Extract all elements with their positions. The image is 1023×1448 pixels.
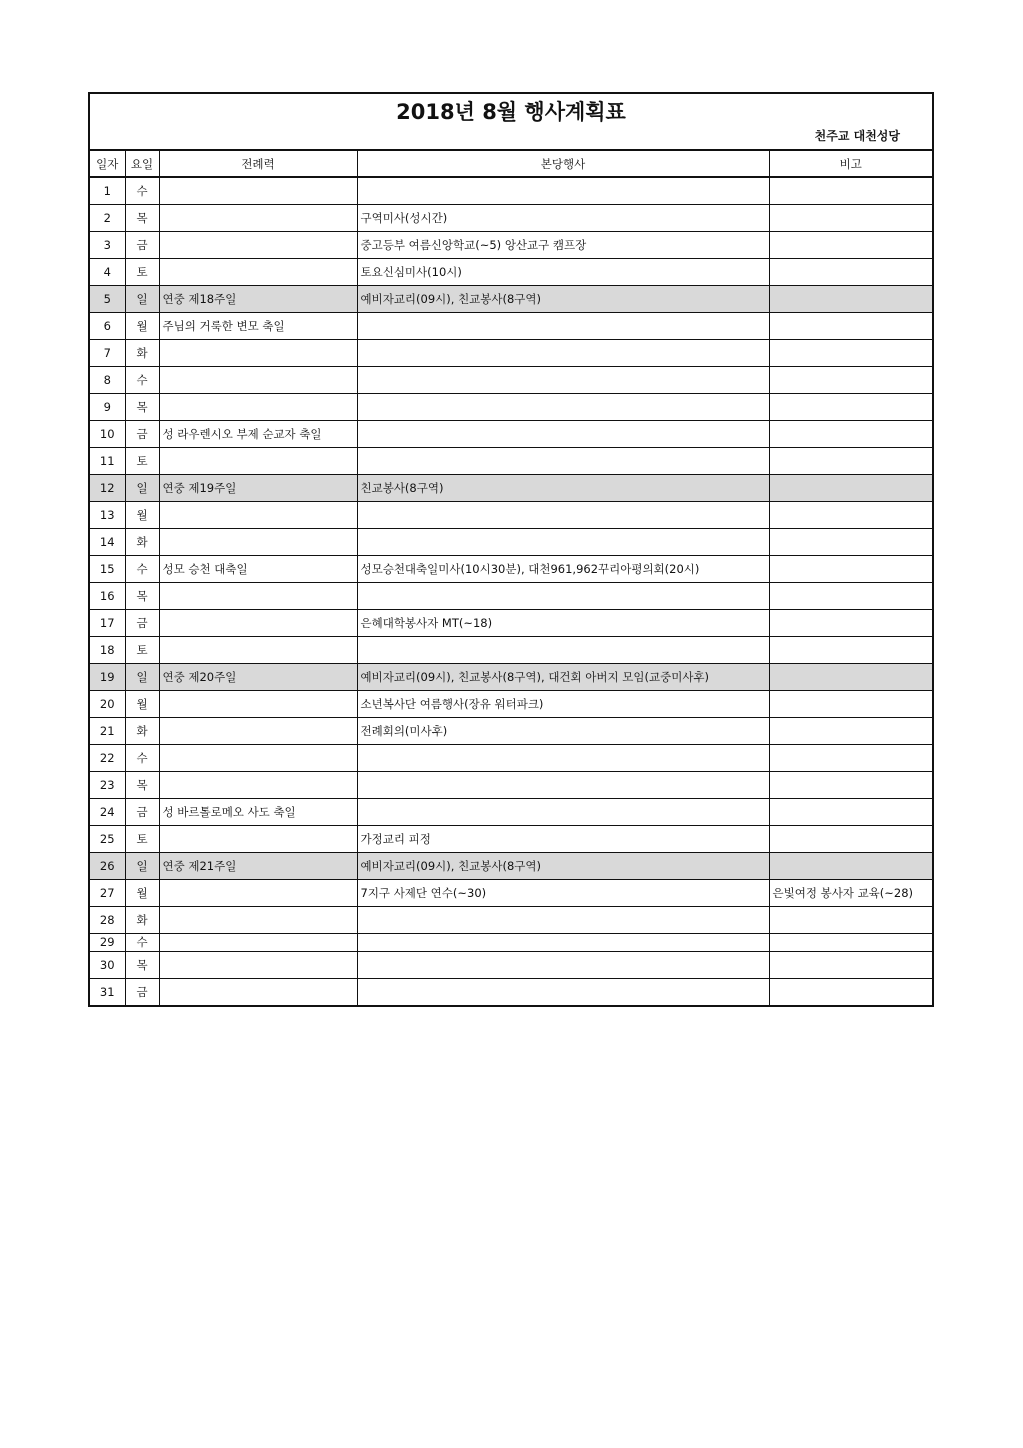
table-row [90, 825, 932, 852]
note-cell [769, 951, 932, 978]
table-row [90, 744, 932, 771]
event-cell [357, 636, 769, 663]
note-cell: 은빛여정 봉사자 교육(~28) [769, 879, 932, 906]
weekday-cell: 화 [125, 528, 159, 555]
event-cell: 은혜대학봉사자 MT(~18) [357, 609, 769, 636]
header-weekday: 요일 [125, 151, 159, 177]
weekday-cell: 화 [125, 906, 159, 933]
liturgy-cell: 연중 제20주일 [159, 663, 357, 690]
note-cell [769, 852, 932, 879]
day-cell: 24 [90, 798, 125, 825]
note-cell [769, 744, 932, 771]
day-cell: 16 [90, 582, 125, 609]
weekday-cell: 금 [125, 420, 159, 447]
note-cell [769, 474, 932, 501]
note-cell [769, 636, 932, 663]
day-cell: 3 [90, 231, 125, 258]
note-cell [769, 447, 932, 474]
weekday-cell: 일 [125, 852, 159, 879]
note-cell [769, 366, 932, 393]
liturgy-cell [159, 951, 357, 978]
day-cell: 25 [90, 825, 125, 852]
day-cell: 21 [90, 717, 125, 744]
day-cell: 5 [90, 285, 125, 312]
day-cell: 31 [90, 978, 125, 1005]
day-cell: 29 [90, 933, 125, 951]
table-body [90, 177, 932, 1005]
day-cell: 4 [90, 258, 125, 285]
day-cell: 1 [90, 177, 125, 204]
table-row [90, 204, 932, 231]
day-cell: 27 [90, 879, 125, 906]
liturgy-cell [159, 744, 357, 771]
event-cell [357, 582, 769, 609]
weekday-cell: 화 [125, 717, 159, 744]
liturgy-cell [159, 717, 357, 744]
day-cell: 22 [90, 744, 125, 771]
liturgy-cell [159, 690, 357, 717]
event-cell: 예비자교리(09시), 친교봉사(8구역) [357, 285, 769, 312]
event-cell [357, 798, 769, 825]
table-row [90, 528, 932, 555]
day-cell: 13 [90, 501, 125, 528]
table-row [90, 690, 932, 717]
weekday-cell: 수 [125, 366, 159, 393]
weekday-cell: 토 [125, 636, 159, 663]
liturgy-cell [159, 447, 357, 474]
liturgy-cell [159, 393, 357, 420]
weekday-cell: 일 [125, 285, 159, 312]
table-row [90, 717, 932, 744]
note-cell [769, 204, 932, 231]
table-row [90, 339, 932, 366]
weekday-cell: 금 [125, 231, 159, 258]
day-cell: 17 [90, 609, 125, 636]
event-plan-sheet [88, 92, 934, 1007]
event-cell: 예비자교리(09시), 친교봉사(8구역), 대건회 아버지 모임(교중미사후) [357, 663, 769, 690]
note-cell [769, 978, 932, 1005]
weekday-cell: 금 [125, 609, 159, 636]
liturgy-cell [159, 582, 357, 609]
note-cell [769, 555, 932, 582]
table-row [90, 312, 932, 339]
day-cell: 11 [90, 447, 125, 474]
event-cell [357, 339, 769, 366]
note-cell [769, 933, 932, 951]
event-cell [357, 501, 769, 528]
liturgy-cell [159, 339, 357, 366]
weekday-cell: 일 [125, 474, 159, 501]
note-cell [769, 393, 932, 420]
event-cell [357, 420, 769, 447]
note-cell [769, 798, 932, 825]
note-cell [769, 177, 932, 204]
note-cell [769, 501, 932, 528]
day-cell: 20 [90, 690, 125, 717]
weekday-cell: 목 [125, 582, 159, 609]
table-row [90, 393, 932, 420]
note-cell [769, 717, 932, 744]
weekday-cell: 목 [125, 204, 159, 231]
liturgy-cell [159, 231, 357, 258]
day-cell: 26 [90, 852, 125, 879]
weekday-cell: 일 [125, 663, 159, 690]
note-cell [769, 285, 932, 312]
title-block [90, 94, 932, 151]
liturgy-cell [159, 258, 357, 285]
table-row [90, 177, 932, 204]
event-cell: 구역미사(성시간) [357, 204, 769, 231]
day-cell: 7 [90, 339, 125, 366]
day-cell: 19 [90, 663, 125, 690]
liturgy-cell: 주님의 거룩한 변모 축일 [159, 312, 357, 339]
liturgy-cell: 연중 제19주일 [159, 474, 357, 501]
note-cell [769, 690, 932, 717]
weekday-cell: 월 [125, 312, 159, 339]
event-cell [357, 177, 769, 204]
note-cell [769, 582, 932, 609]
header-notes: 비고 [769, 151, 932, 177]
schedule-table [90, 151, 932, 1005]
liturgy-cell [159, 978, 357, 1005]
event-cell [357, 447, 769, 474]
weekday-cell: 목 [125, 771, 159, 798]
weekday-cell: 화 [125, 339, 159, 366]
liturgy-cell [159, 204, 357, 231]
note-cell [769, 312, 932, 339]
table-row [90, 609, 932, 636]
weekday-cell: 월 [125, 501, 159, 528]
day-cell: 10 [90, 420, 125, 447]
header-day: 일자 [90, 151, 125, 177]
weekday-cell: 수 [125, 933, 159, 951]
day-cell: 15 [90, 555, 125, 582]
event-cell [357, 933, 769, 951]
liturgy-cell [159, 609, 357, 636]
day-cell: 28 [90, 906, 125, 933]
liturgy-cell [159, 501, 357, 528]
table-row [90, 663, 932, 690]
weekday-cell: 토 [125, 258, 159, 285]
day-cell: 14 [90, 528, 125, 555]
event-cell [357, 744, 769, 771]
table-row [90, 474, 932, 501]
day-cell: 12 [90, 474, 125, 501]
event-cell: 소년복사단 여름행사(장유 워터파크) [357, 690, 769, 717]
liturgy-cell [159, 177, 357, 204]
event-cell [357, 978, 769, 1005]
note-cell [769, 771, 932, 798]
table-row [90, 366, 932, 393]
event-cell [357, 312, 769, 339]
table-row [90, 636, 932, 663]
table-row [90, 978, 932, 1005]
table-row [90, 582, 932, 609]
day-cell: 2 [90, 204, 125, 231]
weekday-cell: 월 [125, 690, 159, 717]
liturgy-cell [159, 528, 357, 555]
event-cell: 예비자교리(09시), 친교봉사(8구역) [357, 852, 769, 879]
table-row [90, 555, 932, 582]
weekday-cell: 목 [125, 393, 159, 420]
liturgy-cell [159, 636, 357, 663]
liturgy-cell [159, 906, 357, 933]
note-cell [769, 663, 932, 690]
note-cell [769, 258, 932, 285]
organization-name: 천주교 대천성당 [814, 129, 900, 143]
weekday-cell: 토 [125, 825, 159, 852]
table-row [90, 906, 932, 933]
liturgy-cell [159, 879, 357, 906]
table-row [90, 501, 932, 528]
day-cell: 9 [90, 393, 125, 420]
liturgy-cell [159, 825, 357, 852]
event-cell: 친교봉사(8구역) [357, 474, 769, 501]
table-row [90, 798, 932, 825]
liturgy-cell: 연중 제18주일 [159, 285, 357, 312]
event-cell [357, 366, 769, 393]
document-title: 2018년 8월 행사계획표 [396, 100, 626, 124]
table-row [90, 879, 932, 906]
liturgy-cell [159, 933, 357, 951]
header-liturgical-calendar: 전례력 [159, 151, 357, 177]
table-row [90, 420, 932, 447]
day-cell: 8 [90, 366, 125, 393]
note-cell [769, 906, 932, 933]
note-cell [769, 420, 932, 447]
table-row [90, 231, 932, 258]
table-row [90, 951, 932, 978]
weekday-cell: 수 [125, 555, 159, 582]
table-row [90, 285, 932, 312]
liturgy-cell: 성 라우렌시오 부제 순교자 축일 [159, 420, 357, 447]
event-cell: 7지구 사제단 연수(~30) [357, 879, 769, 906]
liturgy-cell: 성모 승천 대축일 [159, 555, 357, 582]
day-cell: 30 [90, 951, 125, 978]
event-cell: 전례회의(미사후) [357, 717, 769, 744]
event-cell: 중고등부 여름신앙학교(~5) 앙산교구 캠프장 [357, 231, 769, 258]
event-cell [357, 906, 769, 933]
weekday-cell: 금 [125, 978, 159, 1005]
event-cell [357, 951, 769, 978]
weekday-cell: 금 [125, 798, 159, 825]
event-cell: 성모승천대축일미사(10시30분), 대천961,962꾸리아평의회(20시) [357, 555, 769, 582]
table-row [90, 771, 932, 798]
header-row [90, 151, 932, 177]
note-cell [769, 528, 932, 555]
day-cell: 23 [90, 771, 125, 798]
event-cell [357, 393, 769, 420]
event-cell: 가정교리 피정 [357, 825, 769, 852]
table-row [90, 447, 932, 474]
event-cell: 토요신심미사(10시) [357, 258, 769, 285]
liturgy-cell [159, 771, 357, 798]
header-parish-events: 본당행사 [357, 151, 769, 177]
liturgy-cell: 성 바르톨로메오 사도 축일 [159, 798, 357, 825]
day-cell: 18 [90, 636, 125, 663]
note-cell [769, 339, 932, 366]
weekday-cell: 토 [125, 447, 159, 474]
event-cell [357, 771, 769, 798]
weekday-cell: 수 [125, 744, 159, 771]
note-cell [769, 231, 932, 258]
table-row [90, 933, 932, 951]
weekday-cell: 수 [125, 177, 159, 204]
liturgy-cell: 연중 제21주일 [159, 852, 357, 879]
weekday-cell: 목 [125, 951, 159, 978]
weekday-cell: 월 [125, 879, 159, 906]
liturgy-cell [159, 366, 357, 393]
table-row [90, 258, 932, 285]
day-cell: 6 [90, 312, 125, 339]
note-cell [769, 609, 932, 636]
event-cell [357, 528, 769, 555]
table-row [90, 852, 932, 879]
note-cell [769, 825, 932, 852]
